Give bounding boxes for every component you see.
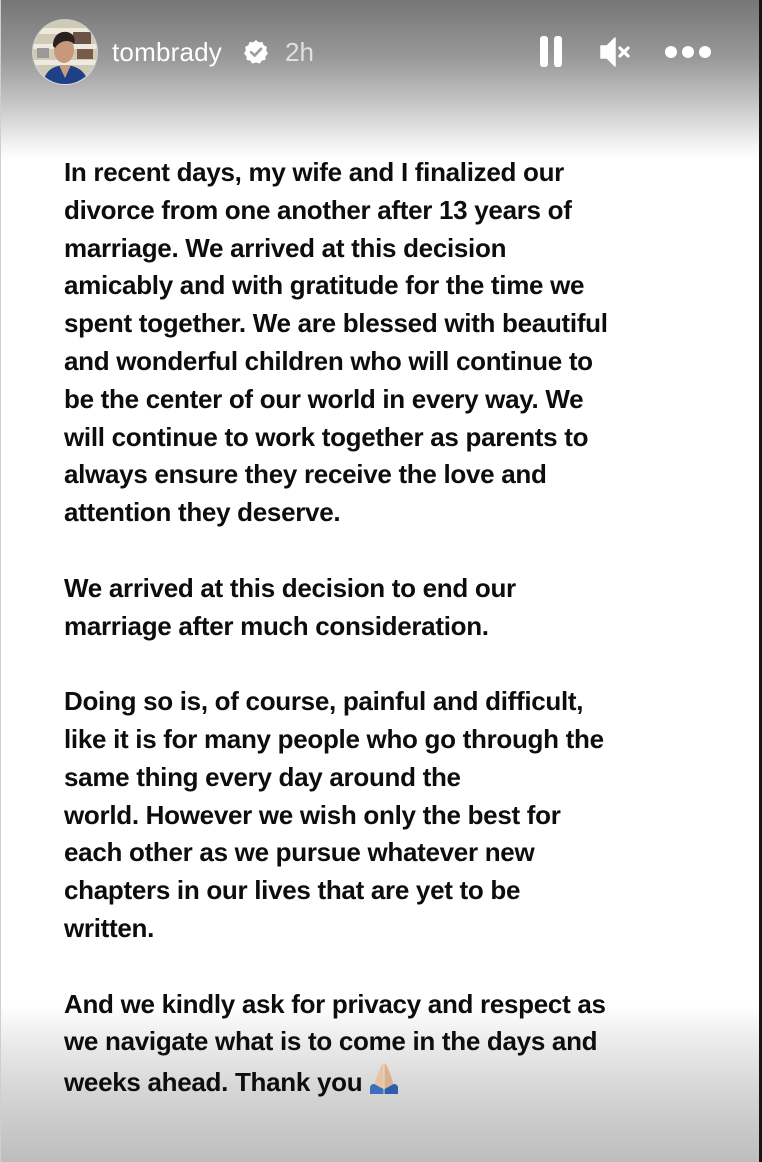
text-line: amicably and with gratitude for the time we: [64, 270, 585, 301]
paragraph: [64, 986, 724, 1102]
text-line: each other as we pursue whatever new: [64, 837, 535, 868]
paragraph: [64, 154, 724, 532]
story-text: [64, 154, 724, 1102]
folded-hands-emoji: [366, 1061, 402, 1095]
text-line: weeks ahead. Thank you: [64, 1067, 363, 1098]
pause-icon: [540, 36, 548, 67]
text-line: chapters in our lives that are yet to be: [64, 875, 521, 906]
more-options-button[interactable]: [665, 44, 711, 60]
paragraph: [64, 570, 724, 646]
text-line: attention they deserve.: [64, 497, 341, 528]
text-line: we navigate what is to come in the days and: [64, 1026, 598, 1057]
post-time: 2h: [285, 37, 314, 67]
avatar[interactable]: [33, 20, 97, 84]
left-edge: [0, 0, 1, 1162]
text-line: marriage. We arrived at this decision: [64, 232, 507, 263]
mute-button[interactable]: [598, 36, 634, 68]
more-options-icon: [665, 46, 677, 58]
text-line: and wonderful children who will continue to: [64, 345, 593, 376]
text-line: And we kindly ask for privacy and respect as: [64, 988, 606, 1019]
paragraph: [64, 683, 724, 948]
story-header: [0, 0, 759, 110]
text-line: same thing every day around the: [64, 761, 461, 792]
text-line: marriage after much consideration.: [64, 610, 489, 641]
text-line: be the center of our world in every way. We: [64, 383, 584, 414]
text-line: Doing so is, of course, painful and difficult,: [64, 686, 584, 717]
text-line: always ensure they receive the love and: [64, 459, 547, 490]
text-line: will continue to work together as parents to: [64, 421, 589, 452]
profile-photo: [33, 20, 97, 84]
text-line: divorce from one another after 13 years of: [64, 194, 572, 225]
text-line: like it is for many people who go through the: [64, 723, 604, 754]
text-line: written.: [64, 912, 155, 943]
text-line: world. However we wish only the best for: [64, 799, 561, 830]
speaker-muted-icon: [598, 36, 634, 68]
pause-icon-bar: [554, 36, 562, 67]
text-line: We arrived at this decision to end our: [64, 572, 516, 603]
text-line-last: [64, 1061, 724, 1102]
username[interactable]: tombrady: [112, 37, 222, 67]
text-line: In recent days, my wife and I finalized our: [64, 157, 565, 187]
more-options-dot: [682, 46, 694, 58]
pause-button[interactable]: [540, 36, 564, 68]
more-options-dot: [699, 46, 711, 58]
verified-badge-icon: [243, 39, 269, 65]
text-line: spent together. We are blessed with beautiful: [64, 308, 608, 339]
